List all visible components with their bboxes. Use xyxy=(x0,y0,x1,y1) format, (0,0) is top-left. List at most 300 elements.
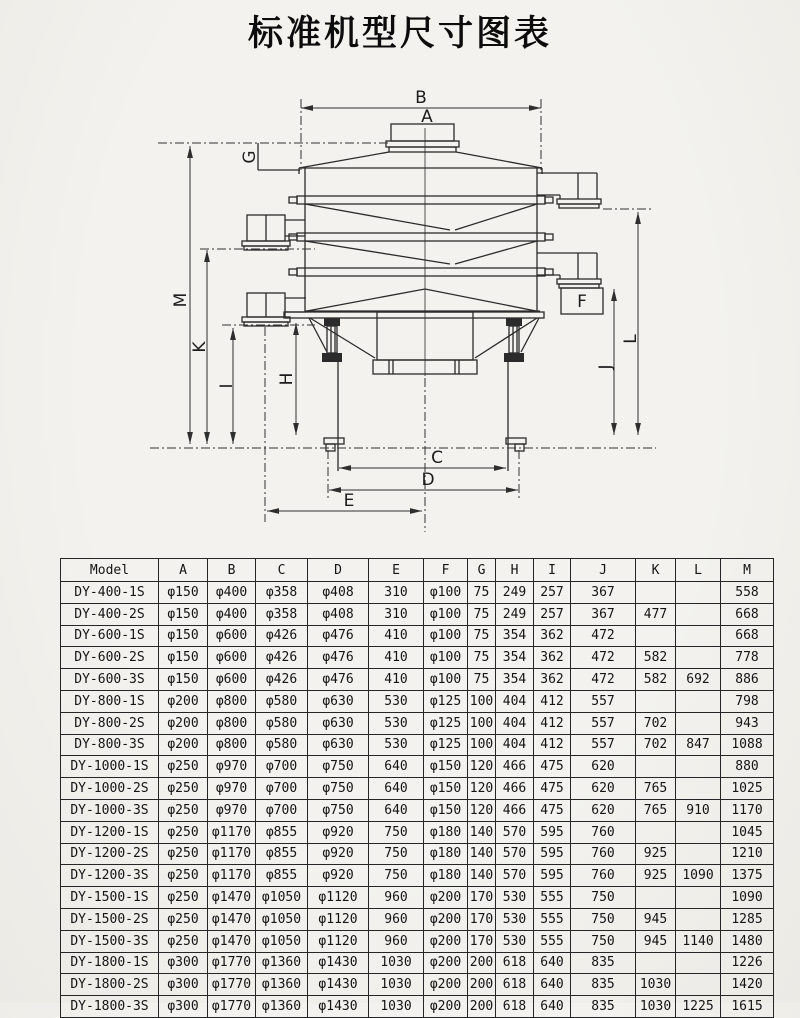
value-cell: 1045 xyxy=(721,821,774,843)
model-cell: DY-1800-3S xyxy=(61,996,159,1018)
value-cell: 765 xyxy=(636,778,676,800)
table-body xyxy=(61,582,774,1018)
value-cell: 257 xyxy=(534,582,571,604)
value-cell: φ358 xyxy=(256,603,308,625)
table-row xyxy=(61,799,774,821)
value-cell: φ150 xyxy=(159,669,208,691)
value-cell: 404 xyxy=(496,734,534,756)
value-cell: 570 xyxy=(496,865,534,887)
value-cell: 472 xyxy=(571,625,636,647)
table-row xyxy=(61,887,774,909)
value-cell: 1030 xyxy=(369,996,424,1018)
value-cell: 582 xyxy=(636,669,676,691)
value-cell: 910 xyxy=(676,799,721,821)
value-cell: φ300 xyxy=(159,952,208,974)
model-cell: DY-1800-1S xyxy=(61,952,159,974)
column-header: J xyxy=(571,559,636,582)
value-cell: φ1120 xyxy=(308,887,369,909)
value-cell: φ180 xyxy=(424,843,468,865)
value-cell: φ580 xyxy=(256,734,308,756)
value-cell: 620 xyxy=(571,799,636,821)
value-cell: 310 xyxy=(369,603,424,625)
value-cell: φ200 xyxy=(424,908,468,930)
value-cell: 100 xyxy=(468,712,496,734)
model-cell: DY-1000-2S xyxy=(61,778,159,800)
value-cell: φ1430 xyxy=(308,952,369,974)
value-cell: 75 xyxy=(468,647,496,669)
value-cell: 75 xyxy=(468,625,496,647)
column-header: C xyxy=(256,559,308,582)
value-cell: φ1430 xyxy=(308,996,369,1018)
value-cell xyxy=(676,974,721,996)
table-row xyxy=(61,821,774,843)
value-cell: φ426 xyxy=(256,647,308,669)
value-cell: 886 xyxy=(721,669,774,691)
value-cell: 570 xyxy=(496,843,534,865)
value-cell: 200 xyxy=(468,974,496,996)
model-cell: DY-800-3S xyxy=(61,734,159,756)
dim-label-d: D xyxy=(421,470,435,490)
value-cell: φ408 xyxy=(308,582,369,604)
value-cell: 475 xyxy=(534,799,571,821)
value-cell: φ700 xyxy=(256,799,308,821)
value-cell: 404 xyxy=(496,712,534,734)
value-cell: 170 xyxy=(468,908,496,930)
value-cell: 1090 xyxy=(676,865,721,887)
value-cell: 835 xyxy=(571,996,636,1018)
table-row xyxy=(61,603,774,625)
model-cell: DY-800-2S xyxy=(61,712,159,734)
value-cell: φ1170 xyxy=(208,821,256,843)
value-cell: φ476 xyxy=(308,647,369,669)
value-cell: 620 xyxy=(571,778,636,800)
value-cell: φ150 xyxy=(424,778,468,800)
model-cell: DY-1200-1S xyxy=(61,821,159,843)
value-cell: 477 xyxy=(636,603,676,625)
value-cell: φ250 xyxy=(159,865,208,887)
value-cell: φ300 xyxy=(159,996,208,1018)
value-cell: 475 xyxy=(534,778,571,800)
header-row xyxy=(61,559,774,582)
value-cell: 410 xyxy=(369,669,424,691)
value-cell xyxy=(676,756,721,778)
value-cell: φ426 xyxy=(256,669,308,691)
value-cell: 1285 xyxy=(721,908,774,930)
value-cell xyxy=(676,582,721,604)
column-header: K xyxy=(636,559,676,582)
value-cell: 170 xyxy=(468,930,496,952)
value-cell: 595 xyxy=(534,821,571,843)
dim-label-h: H xyxy=(277,372,297,386)
value-cell: 367 xyxy=(571,582,636,604)
value-cell: φ200 xyxy=(159,734,208,756)
dim-label-m: M xyxy=(171,292,191,308)
dim-label-e: E xyxy=(343,491,355,511)
centerlines xyxy=(150,99,656,532)
value-cell xyxy=(676,887,721,909)
value-cell: 960 xyxy=(369,930,424,952)
value-cell: φ250 xyxy=(159,843,208,865)
model-cell: DY-600-1S xyxy=(61,625,159,647)
table-row xyxy=(61,756,774,778)
value-cell: 1210 xyxy=(721,843,774,865)
value-cell: 640 xyxy=(534,996,571,1018)
value-cell: φ1770 xyxy=(208,996,256,1018)
value-cell: φ920 xyxy=(308,843,369,865)
value-cell: φ1120 xyxy=(308,930,369,952)
model-cell: DY-1000-3S xyxy=(61,799,159,821)
value-cell: φ920 xyxy=(308,865,369,887)
value-cell: 1170 xyxy=(721,799,774,821)
value-cell: 640 xyxy=(369,756,424,778)
value-cell: φ800 xyxy=(208,712,256,734)
value-cell: φ180 xyxy=(424,865,468,887)
column-header: G xyxy=(468,559,496,582)
value-cell: φ250 xyxy=(159,908,208,930)
value-cell: 200 xyxy=(468,952,496,974)
value-cell: 1090 xyxy=(721,887,774,909)
value-cell: φ800 xyxy=(208,690,256,712)
value-cell: φ1360 xyxy=(256,974,308,996)
value-cell xyxy=(676,821,721,843)
value-cell: 410 xyxy=(369,647,424,669)
value-cell: φ100 xyxy=(424,603,468,625)
value-cell: φ920 xyxy=(308,821,369,843)
value-cell: φ1170 xyxy=(208,865,256,887)
value-cell: φ1470 xyxy=(208,908,256,930)
value-cell: φ1770 xyxy=(208,974,256,996)
value-cell: 640 xyxy=(534,952,571,974)
value-cell: φ630 xyxy=(308,712,369,734)
dim-label-j: J xyxy=(596,364,616,370)
value-cell: 466 xyxy=(496,778,534,800)
value-cell: 1226 xyxy=(721,952,774,974)
value-cell: 410 xyxy=(369,625,424,647)
value-cell: 555 xyxy=(534,908,571,930)
model-cell: DY-1800-2S xyxy=(61,974,159,996)
value-cell: 925 xyxy=(636,865,676,887)
table-row xyxy=(61,952,774,974)
page-title: 标准机型尺寸图表 xyxy=(247,14,552,54)
value-cell: 249 xyxy=(496,582,534,604)
model-cell: DY-1200-3S xyxy=(61,865,159,887)
value-cell: φ100 xyxy=(424,582,468,604)
value-cell: φ300 xyxy=(159,974,208,996)
table-row xyxy=(61,865,774,887)
value-cell: 475 xyxy=(534,756,571,778)
value-cell: 760 xyxy=(571,843,636,865)
value-cell: φ970 xyxy=(208,799,256,821)
value-cell: 750 xyxy=(571,887,636,909)
column-header: H xyxy=(496,559,534,582)
table-row xyxy=(61,908,774,930)
dim-label-l: L xyxy=(621,334,641,344)
value-cell: 960 xyxy=(369,908,424,930)
value-cell: 702 xyxy=(636,712,676,734)
value-cell: φ400 xyxy=(208,582,256,604)
value-cell: φ1360 xyxy=(256,996,308,1018)
value-cell: φ855 xyxy=(256,843,308,865)
value-cell: φ125 xyxy=(424,690,468,712)
value-cell: φ150 xyxy=(159,647,208,669)
dim-label-k: K xyxy=(190,341,210,353)
table-row xyxy=(61,712,774,734)
value-cell: φ1470 xyxy=(208,930,256,952)
value-cell: 75 xyxy=(468,603,496,625)
value-cell: 362 xyxy=(534,625,571,647)
value-cell: 1025 xyxy=(721,778,774,800)
value-cell xyxy=(676,712,721,734)
value-cell: 140 xyxy=(468,865,496,887)
value-cell: φ1430 xyxy=(308,974,369,996)
value-cell: φ970 xyxy=(208,778,256,800)
value-cell: φ180 xyxy=(424,821,468,843)
value-cell: φ855 xyxy=(256,821,308,843)
value-cell: φ630 xyxy=(308,734,369,756)
value-cell: 847 xyxy=(676,734,721,756)
value-cell: 412 xyxy=(534,690,571,712)
value-cell: φ750 xyxy=(308,778,369,800)
value-cell: φ855 xyxy=(256,865,308,887)
value-cell: 1480 xyxy=(721,930,774,952)
value-cell: 618 xyxy=(496,974,534,996)
model-cell: DY-1500-1S xyxy=(61,887,159,909)
value-cell: 120 xyxy=(468,756,496,778)
value-cell: 1140 xyxy=(676,930,721,952)
value-cell: 1088 xyxy=(721,734,774,756)
value-cell: φ200 xyxy=(424,930,468,952)
value-cell: φ250 xyxy=(159,821,208,843)
value-cell: 1375 xyxy=(721,865,774,887)
value-cell: 750 xyxy=(369,843,424,865)
value-cell: 760 xyxy=(571,821,636,843)
value-cell: φ580 xyxy=(256,690,308,712)
table-row xyxy=(61,930,774,952)
value-cell: φ970 xyxy=(208,756,256,778)
value-cell xyxy=(676,625,721,647)
value-cell xyxy=(636,582,676,604)
value-cell: 570 xyxy=(496,821,534,843)
value-cell: 1030 xyxy=(636,996,676,1018)
value-cell: φ1470 xyxy=(208,887,256,909)
value-cell: 558 xyxy=(721,582,774,604)
table-row xyxy=(61,647,774,669)
value-cell: φ580 xyxy=(256,712,308,734)
value-cell: 702 xyxy=(636,734,676,756)
value-cell: φ1170 xyxy=(208,843,256,865)
table-row xyxy=(61,669,774,691)
dim-label-b: B xyxy=(415,88,427,108)
value-cell: φ426 xyxy=(256,625,308,647)
value-cell: 75 xyxy=(468,582,496,604)
value-cell: φ200 xyxy=(424,887,468,909)
value-cell: 310 xyxy=(369,582,424,604)
value-cell: 835 xyxy=(571,952,636,974)
machine-body-outline xyxy=(284,124,553,471)
value-cell: φ600 xyxy=(208,669,256,691)
value-cell: 943 xyxy=(721,712,774,734)
value-cell: 1225 xyxy=(676,996,721,1018)
value-cell: φ200 xyxy=(424,996,468,1018)
column-header: Model xyxy=(61,559,159,582)
value-cell: 778 xyxy=(721,647,774,669)
value-cell: 120 xyxy=(468,778,496,800)
value-cell: 945 xyxy=(636,930,676,952)
dim-label-a: A xyxy=(421,107,433,127)
value-cell: 472 xyxy=(571,669,636,691)
dim-label-f: F xyxy=(577,292,587,312)
value-cell: φ150 xyxy=(424,756,468,778)
table-row xyxy=(61,582,774,604)
model-cell: DY-800-1S xyxy=(61,690,159,712)
value-cell: 595 xyxy=(534,865,571,887)
value-cell: 200 xyxy=(468,996,496,1018)
value-cell: φ1360 xyxy=(256,952,308,974)
value-cell: φ600 xyxy=(208,625,256,647)
value-cell: 835 xyxy=(571,974,636,996)
value-cell: φ700 xyxy=(256,778,308,800)
value-cell: φ600 xyxy=(208,647,256,669)
table-row xyxy=(61,734,774,756)
table-row xyxy=(61,690,774,712)
value-cell: 618 xyxy=(496,952,534,974)
value-cell: 354 xyxy=(496,647,534,669)
value-cell: 257 xyxy=(534,603,571,625)
column-header: D xyxy=(308,559,369,582)
value-cell: φ200 xyxy=(424,952,468,974)
value-cell: 472 xyxy=(571,647,636,669)
value-cell: 640 xyxy=(369,799,424,821)
model-cell: DY-600-2S xyxy=(61,647,159,669)
value-cell: 412 xyxy=(534,734,571,756)
value-cell: φ150 xyxy=(159,582,208,604)
value-cell: 404 xyxy=(496,690,534,712)
column-header: B xyxy=(208,559,256,582)
value-cell: 945 xyxy=(636,908,676,930)
model-cell: DY-1500-3S xyxy=(61,930,159,952)
value-cell: φ476 xyxy=(308,625,369,647)
value-cell: 466 xyxy=(496,799,534,821)
value-cell: φ750 xyxy=(308,756,369,778)
column-header: A xyxy=(159,559,208,582)
value-cell: 692 xyxy=(676,669,721,691)
value-cell xyxy=(676,690,721,712)
value-cell xyxy=(676,952,721,974)
value-cell: φ150 xyxy=(159,625,208,647)
value-cell: 582 xyxy=(636,647,676,669)
value-cell: φ250 xyxy=(159,756,208,778)
value-cell: 530 xyxy=(369,712,424,734)
value-cell: 530 xyxy=(369,734,424,756)
value-cell: 530 xyxy=(496,908,534,930)
value-cell xyxy=(636,625,676,647)
value-cell: 765 xyxy=(636,799,676,821)
table-row xyxy=(61,625,774,647)
value-cell: 140 xyxy=(468,843,496,865)
value-cell: 140 xyxy=(468,821,496,843)
value-cell xyxy=(676,843,721,865)
value-cell: φ200 xyxy=(159,712,208,734)
value-cell xyxy=(636,887,676,909)
value-cell: φ358 xyxy=(256,582,308,604)
table-row xyxy=(61,974,774,996)
value-cell: φ1050 xyxy=(256,908,308,930)
value-cell: 555 xyxy=(534,930,571,952)
model-cell: DY-1000-1S xyxy=(61,756,159,778)
table-row xyxy=(61,843,774,865)
value-cell: φ125 xyxy=(424,734,468,756)
dimension-table xyxy=(60,558,774,1018)
value-cell: φ1120 xyxy=(308,908,369,930)
value-cell: 557 xyxy=(571,734,636,756)
value-cell: 530 xyxy=(496,887,534,909)
value-cell: φ100 xyxy=(424,625,468,647)
column-header: F xyxy=(424,559,468,582)
value-cell: φ150 xyxy=(424,799,468,821)
value-cell: 1615 xyxy=(721,996,774,1018)
value-cell: φ100 xyxy=(424,647,468,669)
value-cell: 555 xyxy=(534,887,571,909)
value-cell: 618 xyxy=(496,996,534,1018)
value-cell: 530 xyxy=(496,930,534,952)
value-cell: φ250 xyxy=(159,887,208,909)
value-cell: 362 xyxy=(534,669,571,691)
value-cell: φ408 xyxy=(308,603,369,625)
value-cell: φ750 xyxy=(308,799,369,821)
value-cell: 750 xyxy=(369,865,424,887)
value-cell: φ200 xyxy=(159,690,208,712)
value-cell xyxy=(676,603,721,625)
value-cell: φ1050 xyxy=(256,887,308,909)
table-row xyxy=(61,778,774,800)
value-cell xyxy=(636,821,676,843)
dim-label-c: C xyxy=(431,448,443,468)
value-cell: 100 xyxy=(468,734,496,756)
value-cell: 354 xyxy=(496,625,534,647)
dim-label-g: G xyxy=(240,150,260,164)
value-cell: 668 xyxy=(721,603,774,625)
value-cell: φ800 xyxy=(208,734,256,756)
value-cell: 557 xyxy=(571,712,636,734)
value-cell xyxy=(676,778,721,800)
value-cell: 1420 xyxy=(721,974,774,996)
value-cell: 249 xyxy=(496,603,534,625)
value-cell: φ400 xyxy=(208,603,256,625)
value-cell: φ250 xyxy=(159,799,208,821)
value-cell: 668 xyxy=(721,625,774,647)
value-cell xyxy=(676,647,721,669)
column-header: M xyxy=(721,559,774,582)
value-cell xyxy=(636,952,676,974)
column-header: I xyxy=(534,559,571,582)
value-cell: 960 xyxy=(369,887,424,909)
value-cell: 640 xyxy=(534,974,571,996)
value-cell: 880 xyxy=(721,756,774,778)
value-cell xyxy=(636,690,676,712)
value-cell: φ250 xyxy=(159,778,208,800)
value-cell: 760 xyxy=(571,865,636,887)
value-cell xyxy=(636,756,676,778)
value-cell: φ1050 xyxy=(256,930,308,952)
value-cell: 750 xyxy=(571,908,636,930)
value-cell: 412 xyxy=(534,712,571,734)
model-cell: DY-1500-2S xyxy=(61,908,159,930)
model-cell: DY-400-1S xyxy=(61,582,159,604)
value-cell: φ100 xyxy=(424,669,468,691)
model-cell: DY-600-3S xyxy=(61,669,159,691)
value-cell: φ1770 xyxy=(208,952,256,974)
dim-label-i: I xyxy=(217,383,237,389)
